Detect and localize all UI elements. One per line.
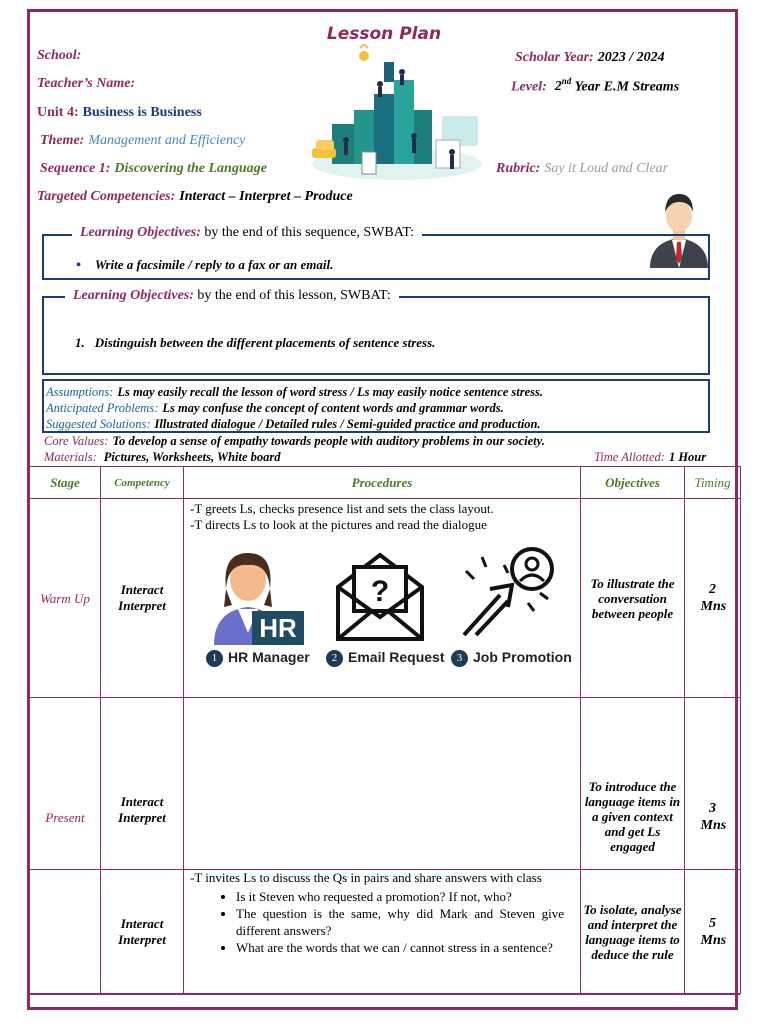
table-row: [30, 698, 741, 870]
solutions-text: Illustrated dialogue / Detailed rules / Semi-guided practice and production.: [154, 417, 541, 431]
page-title: Lesson Plan: [326, 24, 442, 44]
table-header-row: [30, 467, 741, 499]
list-item: • Is it Steven who requested a promotion? If not, who?: [236, 888, 572, 905]
materials-line: [44, 448, 281, 466]
sequence-objectives-heading: [72, 225, 422, 241]
assumptions-label: Assumptions:: [46, 385, 114, 399]
materials-label: Materials:: [44, 450, 97, 464]
school-label: School:: [37, 48, 82, 63]
list-item: • What are the words that we can / cannot stress in a sentence?: [236, 939, 572, 956]
row-stage: Present: [30, 698, 101, 870]
icon-label-email: 2 Email Request: [326, 649, 444, 667]
hr-badge-text: HR: [259, 613, 297, 643]
row-competency: Interact Interpret: [101, 870, 184, 994]
time-allotted-value: 1 Hour: [668, 450, 707, 464]
icon-number: 1: [206, 650, 223, 667]
hr-manager-icon: [204, 549, 306, 647]
solutions-line: [46, 415, 541, 433]
procedure-icons: [190, 545, 574, 695]
level-num: 2: [554, 79, 562, 95]
level-label: Level:: [511, 79, 547, 95]
year-label: Scholar Year:: [515, 50, 594, 65]
unit-value: Business is Business: [82, 105, 202, 120]
competencies-value: Interact – Interpret – Produce: [179, 189, 353, 204]
core-values-label: Core Values:: [44, 434, 109, 448]
table-bottom-rule: [29, 994, 740, 995]
materials-text: Pictures, Worksheets, White board: [103, 450, 281, 464]
time-allotted-label: Time Allotted:: [594, 450, 665, 464]
row-objective: To illustrate the conversation between people: [581, 499, 685, 698]
sequence-objective-item: [76, 257, 333, 274]
level-rest: Year E.M Streams: [571, 79, 680, 95]
row-objective: To isolate, analyse and interpret the language items to deduce the rule: [581, 870, 685, 994]
row-objective: To introduce the language items in a given context and get Ls engaged: [581, 698, 685, 870]
year-line: [515, 48, 665, 66]
solutions-label: Suggested Solutions:: [46, 417, 151, 431]
icon-number: 2: [326, 650, 343, 667]
discussion-questions: [190, 888, 572, 956]
competencies-label: Targeted Competencies:: [37, 189, 176, 204]
email-request-icon: [332, 547, 428, 643]
competencies-line: [37, 187, 353, 205]
svg-text:?: ?: [370, 575, 390, 608]
theme-label: Theme:: [40, 133, 85, 148]
year-value: 2023 / 2024: [597, 50, 665, 65]
header-objectives: Objectives: [581, 467, 685, 499]
procedure-discussion-intro: -T invites Ls to discuss the Qs in pairs and share answers with class: [190, 870, 542, 885]
table-row: [30, 499, 741, 698]
bullet-icon: •: [76, 258, 81, 273]
sequence-objective-text: Write a facsimile / reply to a fax or an email.: [94, 257, 334, 272]
unit-line: [37, 103, 202, 121]
row-procedures: [184, 698, 581, 870]
sequence-line: [40, 159, 267, 177]
lesson-objective-number: 1.: [75, 335, 85, 350]
sequence-objectives-text: by the end of this sequence, SWBAT:: [200, 225, 415, 240]
header-timing: Timing: [685, 467, 741, 499]
rubric-label: Rubric:: [496, 161, 541, 176]
job-promotion-icon: [456, 545, 560, 643]
row-competency: Interact Interpret: [101, 499, 184, 698]
business-growth-illustration: [302, 44, 492, 186]
icon-label-hr: 1 HR Manager: [206, 649, 310, 667]
sequence-value: Discovering the Language: [114, 161, 267, 176]
sequence-objectives-label: Learning Objectives:: [80, 225, 201, 240]
lesson-objectives-label: Learning Objectives:: [73, 288, 194, 303]
lesson-objective-item: [75, 335, 435, 351]
time-allotted-line: [594, 448, 706, 466]
procedure-discussion-block: [190, 870, 572, 956]
icon-label-promotion: 3 Job Promotion: [451, 649, 572, 667]
teacher-label: Teacher’s Name:: [37, 76, 136, 91]
unit-label: Unit 4:: [37, 105, 79, 120]
row-competency: Interact Interpret: [101, 698, 184, 870]
theme-line: [40, 131, 245, 149]
assumptions-text: Ls may easily recall the lesson of word stress / Ls may easily notice sentence stress.: [117, 385, 544, 399]
procedure-pictures: -T directs Ls to look at the pictures and read the dialogue: [190, 517, 487, 532]
row-timing: 2 Mns: [685, 499, 741, 698]
lesson-objective-text: Distinguish between the different placements of sentence stress.: [94, 335, 436, 350]
row-stage: Warm Up: [30, 499, 101, 698]
row-timing: 3 Mns: [685, 698, 741, 870]
sequence-label: Sequence 1:: [40, 161, 111, 176]
procedure-greeting: -T greets Ls, checks presence list and sets the class layout.: [190, 501, 494, 516]
header-stage: Stage: [30, 467, 101, 499]
theme-value: Management and Efficiency: [88, 133, 246, 148]
problems-text: Ls may confuse the concept of content words and grammar words.: [162, 401, 504, 415]
level-line: [511, 76, 679, 95]
header-procedures: Procedures: [184, 467, 581, 499]
icon-number: 3: [451, 650, 468, 667]
level-sup: nd: [561, 76, 572, 86]
lesson-objectives-text: by the end of this lesson, SWBAT:: [193, 288, 391, 303]
row-timing: 5 Mns: [685, 870, 741, 994]
header-competency: Competency: [101, 467, 184, 499]
row-stage: [30, 870, 101, 994]
rubric-line: [496, 159, 668, 177]
list-item: • The question is the same, why did Mark and Steven give different answers?: [236, 905, 572, 939]
rubric-value: Say it Loud and Clear: [544, 161, 669, 176]
core-values-text: To develop a sense of empathy towards people with auditory problems in our society.: [112, 434, 545, 448]
row-procedures: [184, 499, 581, 698]
problems-label: Anticipated Problems:: [46, 401, 159, 415]
lesson-objectives-heading: [65, 288, 399, 304]
